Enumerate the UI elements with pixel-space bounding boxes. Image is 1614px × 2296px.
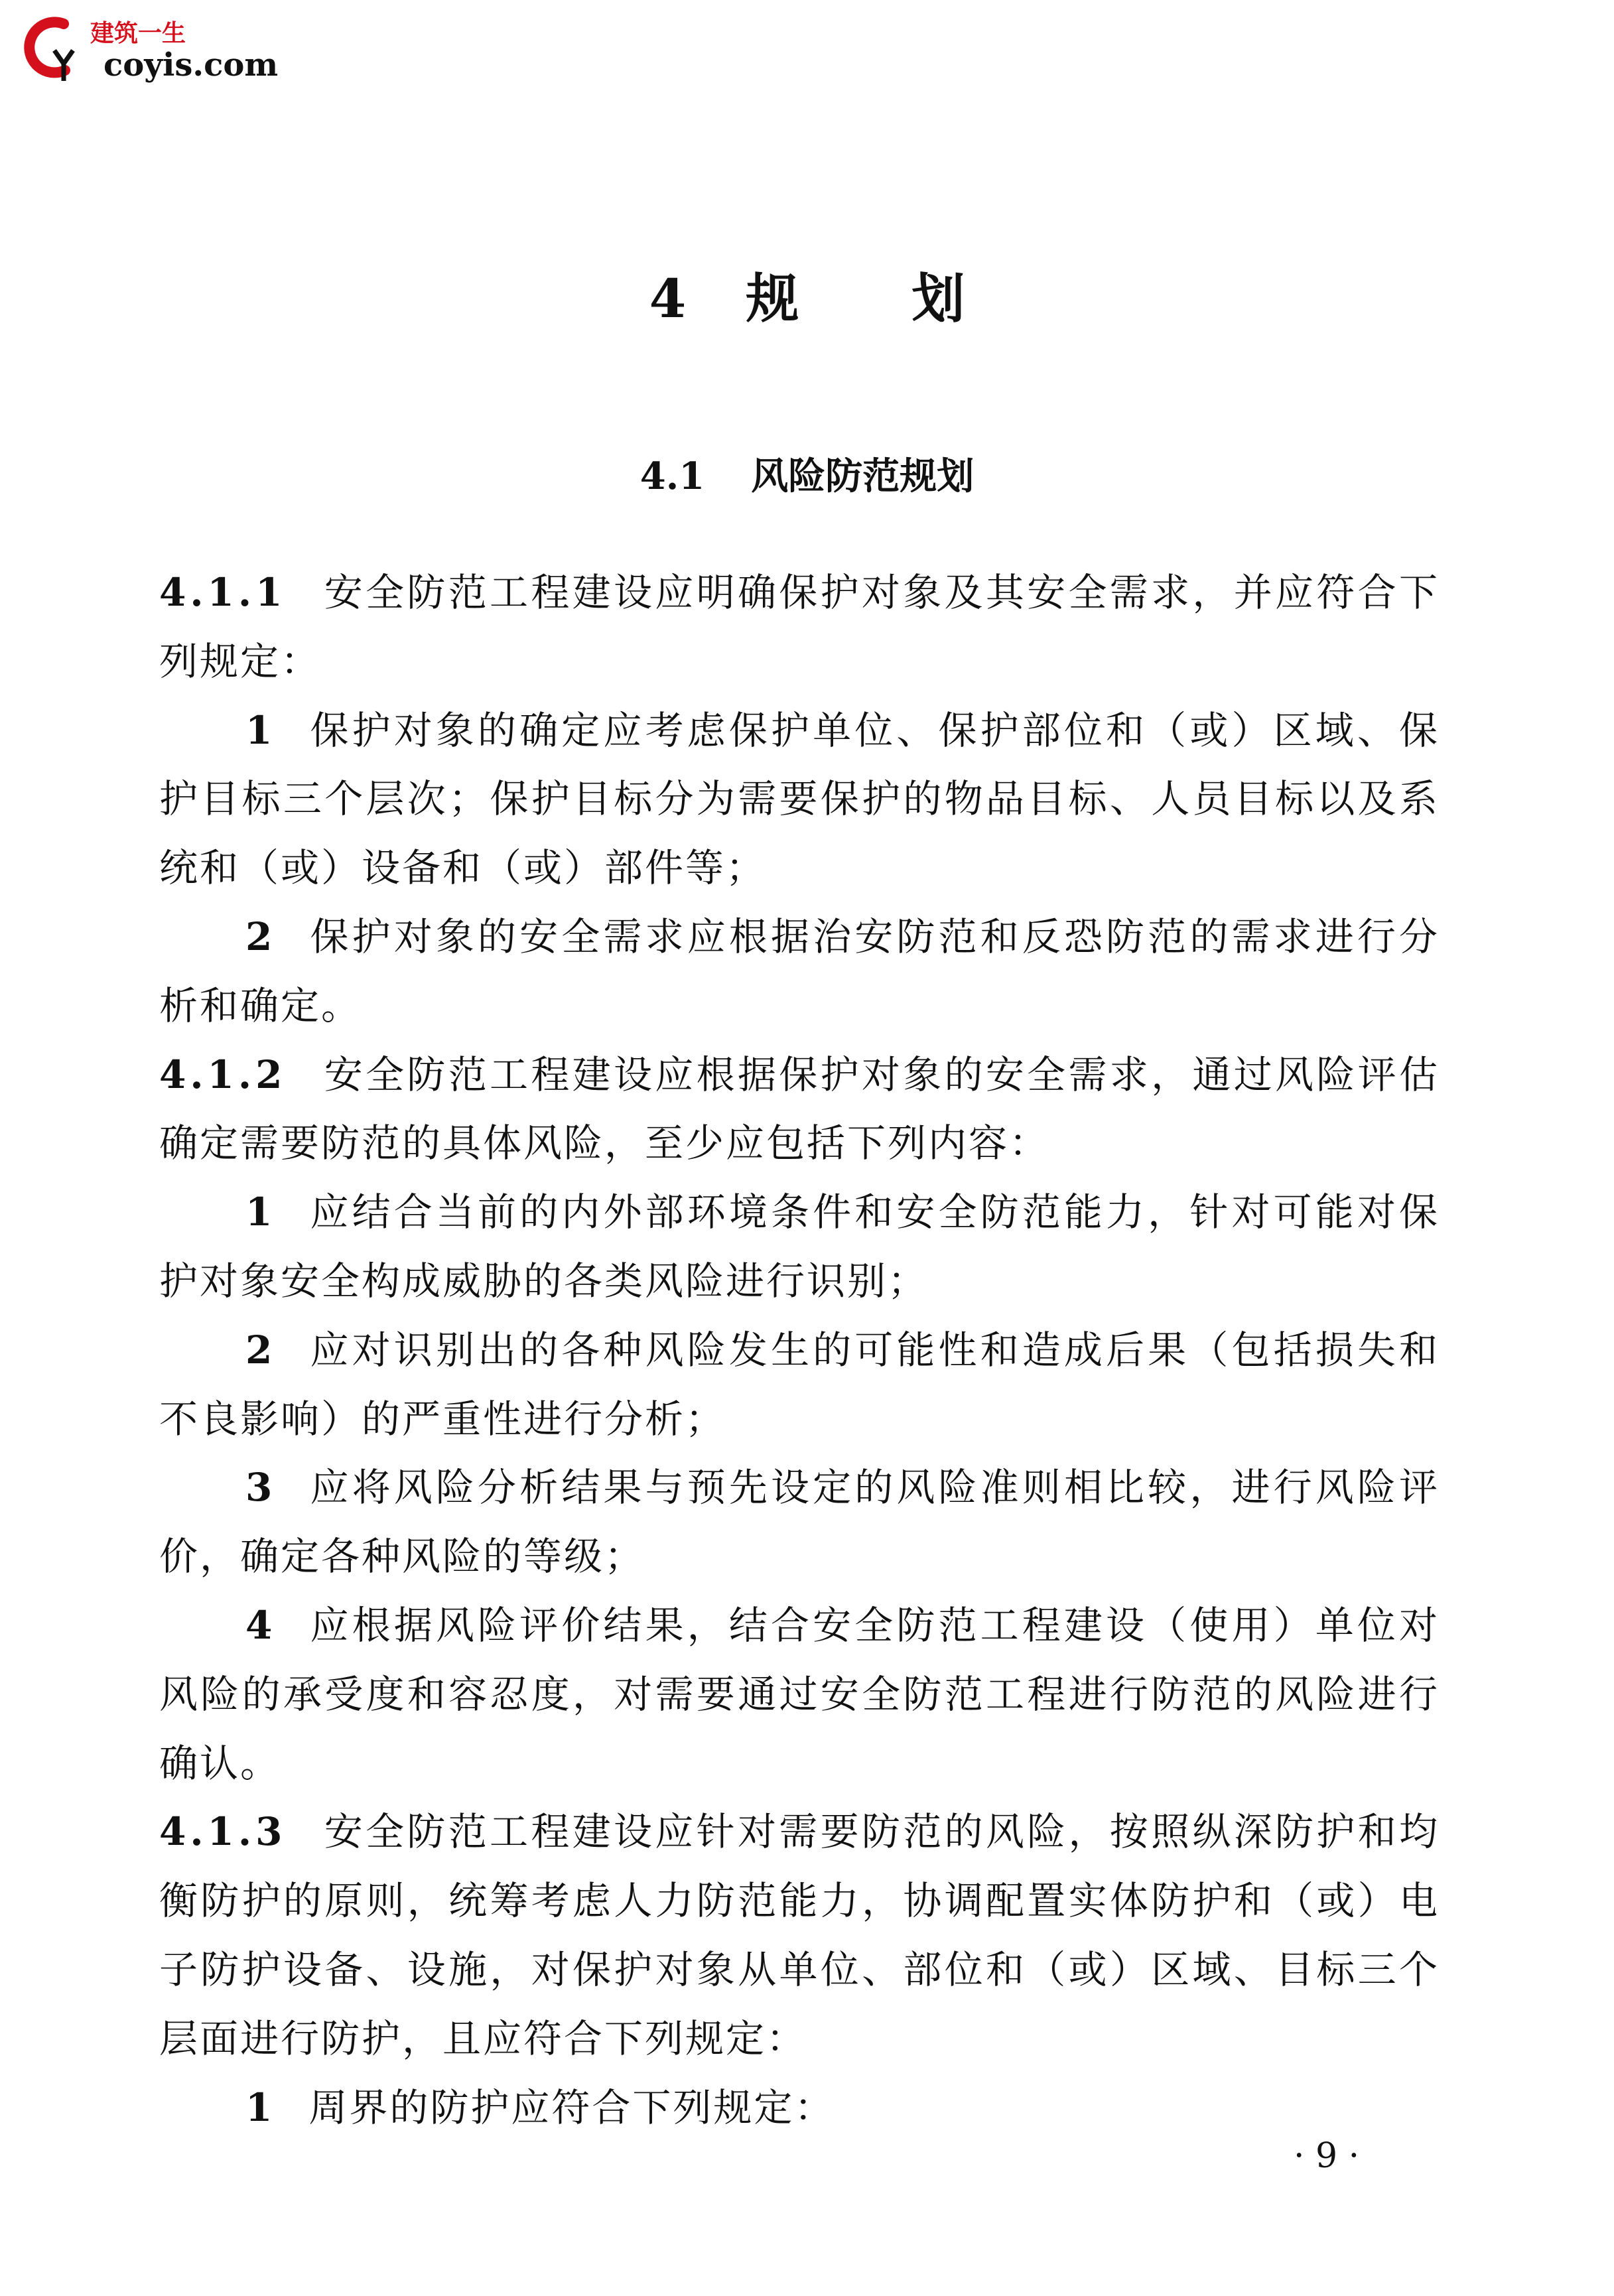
item-number: 4: [245, 1602, 275, 1648]
item-text: 周界的防护应符合下列规定：: [308, 2084, 835, 2130]
item-number: 3: [245, 1465, 275, 1511]
item-number: 1: [245, 2084, 275, 2130]
section-number: 4.1: [639, 454, 705, 498]
list-item: [159, 1591, 1440, 1798]
item-number: 2: [245, 1327, 275, 1373]
section-title: [0, 454, 1614, 498]
clause-number: 4.1.1: [159, 570, 287, 615]
item-number: 1: [245, 707, 275, 753]
chapter-title-part1: 规: [746, 267, 799, 330]
clause-text: 安全防范工程建设应针对需要防范的风险，按照纵深防护和均衡防护的原则，统筹考虑人力防范能力，协调配置实体防护和（或）电子防护设备、设施，对保护对象从单位、部位和（或）区域、目标三个层面进行防护，且应符合下列规定：: [159, 1809, 1440, 2061]
list-item: [159, 1316, 1440, 1454]
clause-4-1-3: [159, 1798, 1440, 2073]
clause-number: 4.1.2: [159, 1051, 287, 1097]
list-item: [159, 697, 1440, 903]
item-number: 1: [245, 1189, 275, 1235]
clause-number: 4.1.3: [159, 1809, 287, 1855]
watermark-url: coyis.com: [103, 46, 279, 84]
chapter-title-part2: 划: [911, 267, 965, 330]
item-text: 保护对象的确定应考虑保护单位、保护部位和（或）区域、保护目标三个层次；保护目标分为需要保护的物品目标、人员目标以及系统和（或）设备和（或）部件等；: [159, 707, 1440, 891]
list-item: [159, 1453, 1440, 1591]
clause-text: 安全防范工程建设应根据保护对象的安全需求，通过风险评估确定需要防范的具体风险，至少应包括下列内容：: [159, 1051, 1440, 1166]
clause-4-1-1: [159, 559, 1440, 697]
list-item: [159, 2074, 1440, 2143]
clause-4-1-2: [159, 1041, 1440, 1179]
item-text: 应对识别出的各种风险发生的可能性和造成后果（包括损失和不良影响）的严重性进行分析；: [159, 1327, 1440, 1442]
page-number: · 9 ·: [1294, 2136, 1360, 2176]
watermark-name: 建筑一生: [90, 20, 186, 47]
item-text: 保护对象的安全需求应根据治安防范和反恐防范的需求进行分析和确定。: [159, 913, 1440, 1028]
item-text: 应将风险分析结果与预先设定的风险准则相比较，进行风险评价，确定各种风险的等级；: [159, 1465, 1440, 1580]
item-text: 应根据风险评价结果，结合安全防范工程建设（使用）单位对风险的承受度和容忍度，对需要通过安全防范工程进行防范的风险进行确认。: [159, 1602, 1440, 1786]
section-title-text: 风险防范规划: [751, 454, 975, 498]
item-number: 2: [245, 913, 275, 959]
chapter-number: 4: [649, 267, 687, 330]
chapter-title: [0, 267, 1614, 330]
clause-text: 安全防范工程建设应明确保护对象及其安全需求，并应符合下列规定：: [159, 570, 1440, 684]
list-item: [159, 1178, 1440, 1316]
logo-emblem-icon: [12, 9, 92, 89]
list-item: [159, 903, 1440, 1041]
body-text: [159, 559, 1440, 2142]
watermark-logo: [12, 9, 291, 89]
item-text: 应结合当前的内外部环境条件和安全防范能力，针对可能对保护对象安全构成威胁的各类风险进行识别；: [159, 1189, 1440, 1304]
